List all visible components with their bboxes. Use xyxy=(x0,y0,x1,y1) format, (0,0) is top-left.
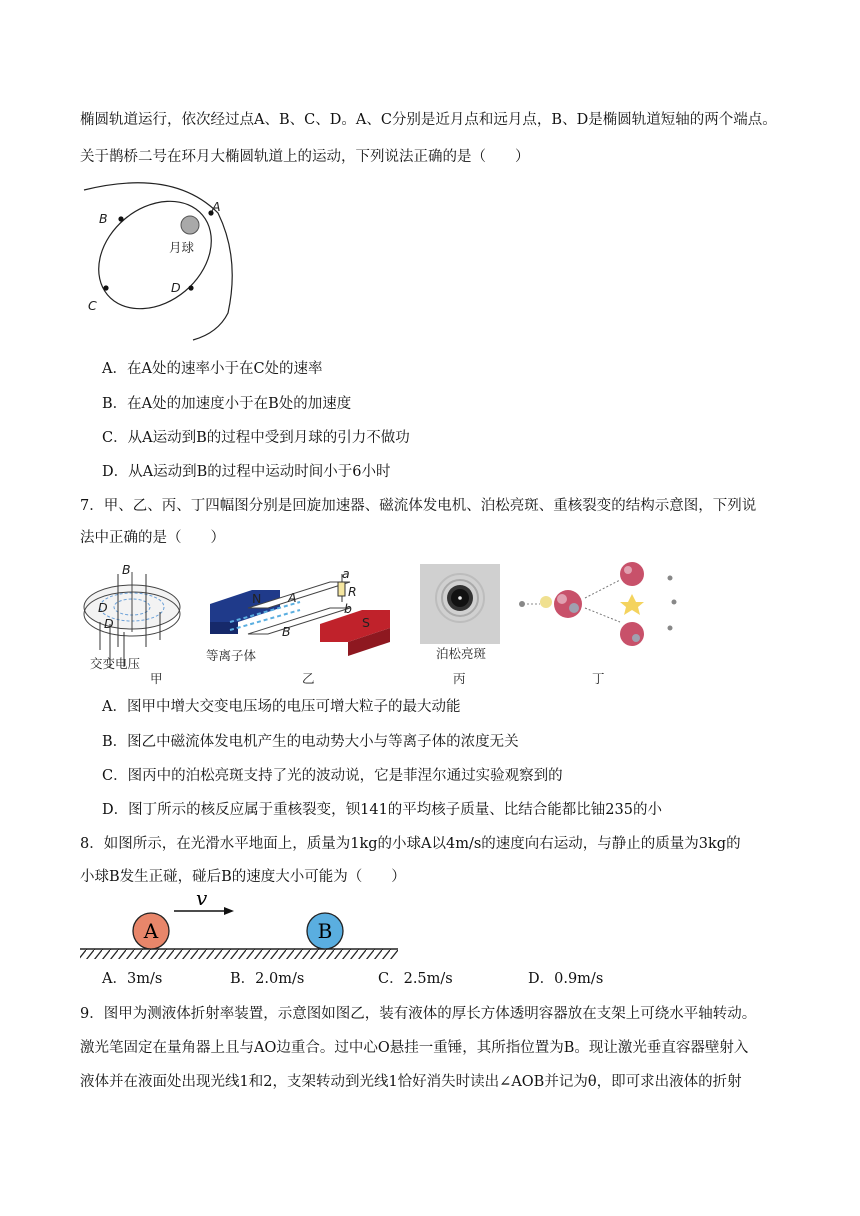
poisson-spot-figure xyxy=(420,564,500,686)
q7-line-1: 7．甲、乙、丙、丁四幅图分别是回旋加速器、磁流体发电机、泊松亮斑、重核裂变的结构示意图，下列说 xyxy=(80,498,757,514)
svg-text:b: b xyxy=(344,601,352,616)
caption-ding: 丁 xyxy=(592,671,605,686)
q7-option-c: C．图丙中的泊松亮斑支持了光的波动说，它是菲涅尔通过实验观察到的 xyxy=(102,768,563,784)
q6-option-d: D．从A运动到B的过程中运动时间小于6小时 xyxy=(102,464,391,480)
collision-figure xyxy=(78,890,403,962)
label-b: B xyxy=(99,211,108,226)
moon-label: 月球 xyxy=(169,240,195,255)
q7-figures xyxy=(80,562,770,692)
orbit-figure xyxy=(78,178,258,343)
svg-text:B: B xyxy=(122,562,131,577)
moon-icon xyxy=(181,216,199,234)
q6-line-2: 关于鹊桥二号在环月大椭圆轨道上的运动，下列说法正确的是（ ） xyxy=(80,149,530,165)
q9-line-2: 激光笔固定在量角器上且与AO边重合。过中心O悬挂一重锤，其所指位置为B。现让激光垂直容器壁射入 xyxy=(80,1040,749,1056)
q7-option-a: A．图甲中增大交变电压场的电压可增大粒子的最大动能 xyxy=(102,699,461,715)
q8-option-b: B．2.0m/s xyxy=(230,971,305,987)
point-d xyxy=(188,285,193,290)
q6-option-b: B．在A处的加速度小于在B处的加速度 xyxy=(102,396,352,412)
cyclotron-label: 交变电压 xyxy=(90,656,141,671)
label-a: A xyxy=(212,199,221,214)
q8-option-c: C．2.5m/s xyxy=(378,971,453,987)
q8-line-1: 8．如图所示，在光滑水平地面上，质量为1kg的小球A以4m/s的速度向右运动，与静止的质量为3kg的 xyxy=(80,836,741,852)
elliptical-orbit xyxy=(78,179,233,331)
q8-line-2: 小球B发生正碰，碰后B的速度大小可能为（ ） xyxy=(80,869,406,885)
point-b xyxy=(118,216,123,221)
poisson-label: 泊松亮斑 xyxy=(436,646,487,661)
q7-option-d: D．图丁所示的核反应属于重核裂变，钡141的平均核子质量、比结合能都比铀235的小 xyxy=(102,802,662,818)
svg-text:B: B xyxy=(282,624,291,639)
svg-text:D: D xyxy=(104,616,114,631)
point-c xyxy=(103,285,108,290)
q9-line-3: 液体并在液面处出现光线1和2，支架转动到光线1恰好消失时读出∠AOB并记为θ，即可求出液体的折射 xyxy=(80,1074,742,1090)
caption-jia: 甲 xyxy=(150,671,163,686)
svg-text:S: S xyxy=(362,615,370,630)
svg-text:N: N xyxy=(252,591,262,606)
approach-trajectory xyxy=(84,183,232,340)
ground-hatching xyxy=(80,949,398,959)
label-d: D xyxy=(171,280,181,295)
q7-option-b: B．图乙中磁流体发电机产生的电动势大小与等离子体的浓度无关 xyxy=(102,734,519,750)
svg-text:a: a xyxy=(342,566,350,581)
plasma-label: 等离子体 xyxy=(206,648,257,663)
ball-b-label: B xyxy=(317,919,333,943)
ball-a-label: A xyxy=(143,919,159,943)
q6-option-a: A．在A处的速率小于在C处的速率 xyxy=(102,361,323,377)
q6-option-c: C．从A运动到B的过程中受到月球的引力不做功 xyxy=(102,430,410,446)
velocity-label: v xyxy=(196,890,208,910)
svg-text:A: A xyxy=(288,590,297,605)
fission-figure xyxy=(519,562,677,686)
q7-line-2: 法中正确的是（ ） xyxy=(80,530,225,546)
q8-option-d: D．0.9m/s xyxy=(528,971,604,987)
mhd-generator-figure xyxy=(206,566,390,686)
svg-text:D: D xyxy=(98,600,108,615)
q8-options xyxy=(80,967,780,989)
caption-bing: 丙 xyxy=(453,671,466,686)
label-c: C xyxy=(88,298,97,313)
svg-text:R: R xyxy=(348,584,357,599)
q6-line-1: 椭圆轨道运行，依次经过点A、B、C、D。A、C分别是近月点和远月点，B、D是椭圆轨道短轴的两个端点。 xyxy=(80,112,777,128)
q8-option-a: A．3m/s xyxy=(102,971,163,987)
cyclotron-figure xyxy=(84,562,180,686)
caption-yi: 乙 xyxy=(302,671,315,686)
q9-line-1: 9．图甲为测液体折射率装置，示意图如图乙，装有液体的厚长方体透明容器放在支架上可绕水平轴转动。 xyxy=(80,1006,757,1022)
